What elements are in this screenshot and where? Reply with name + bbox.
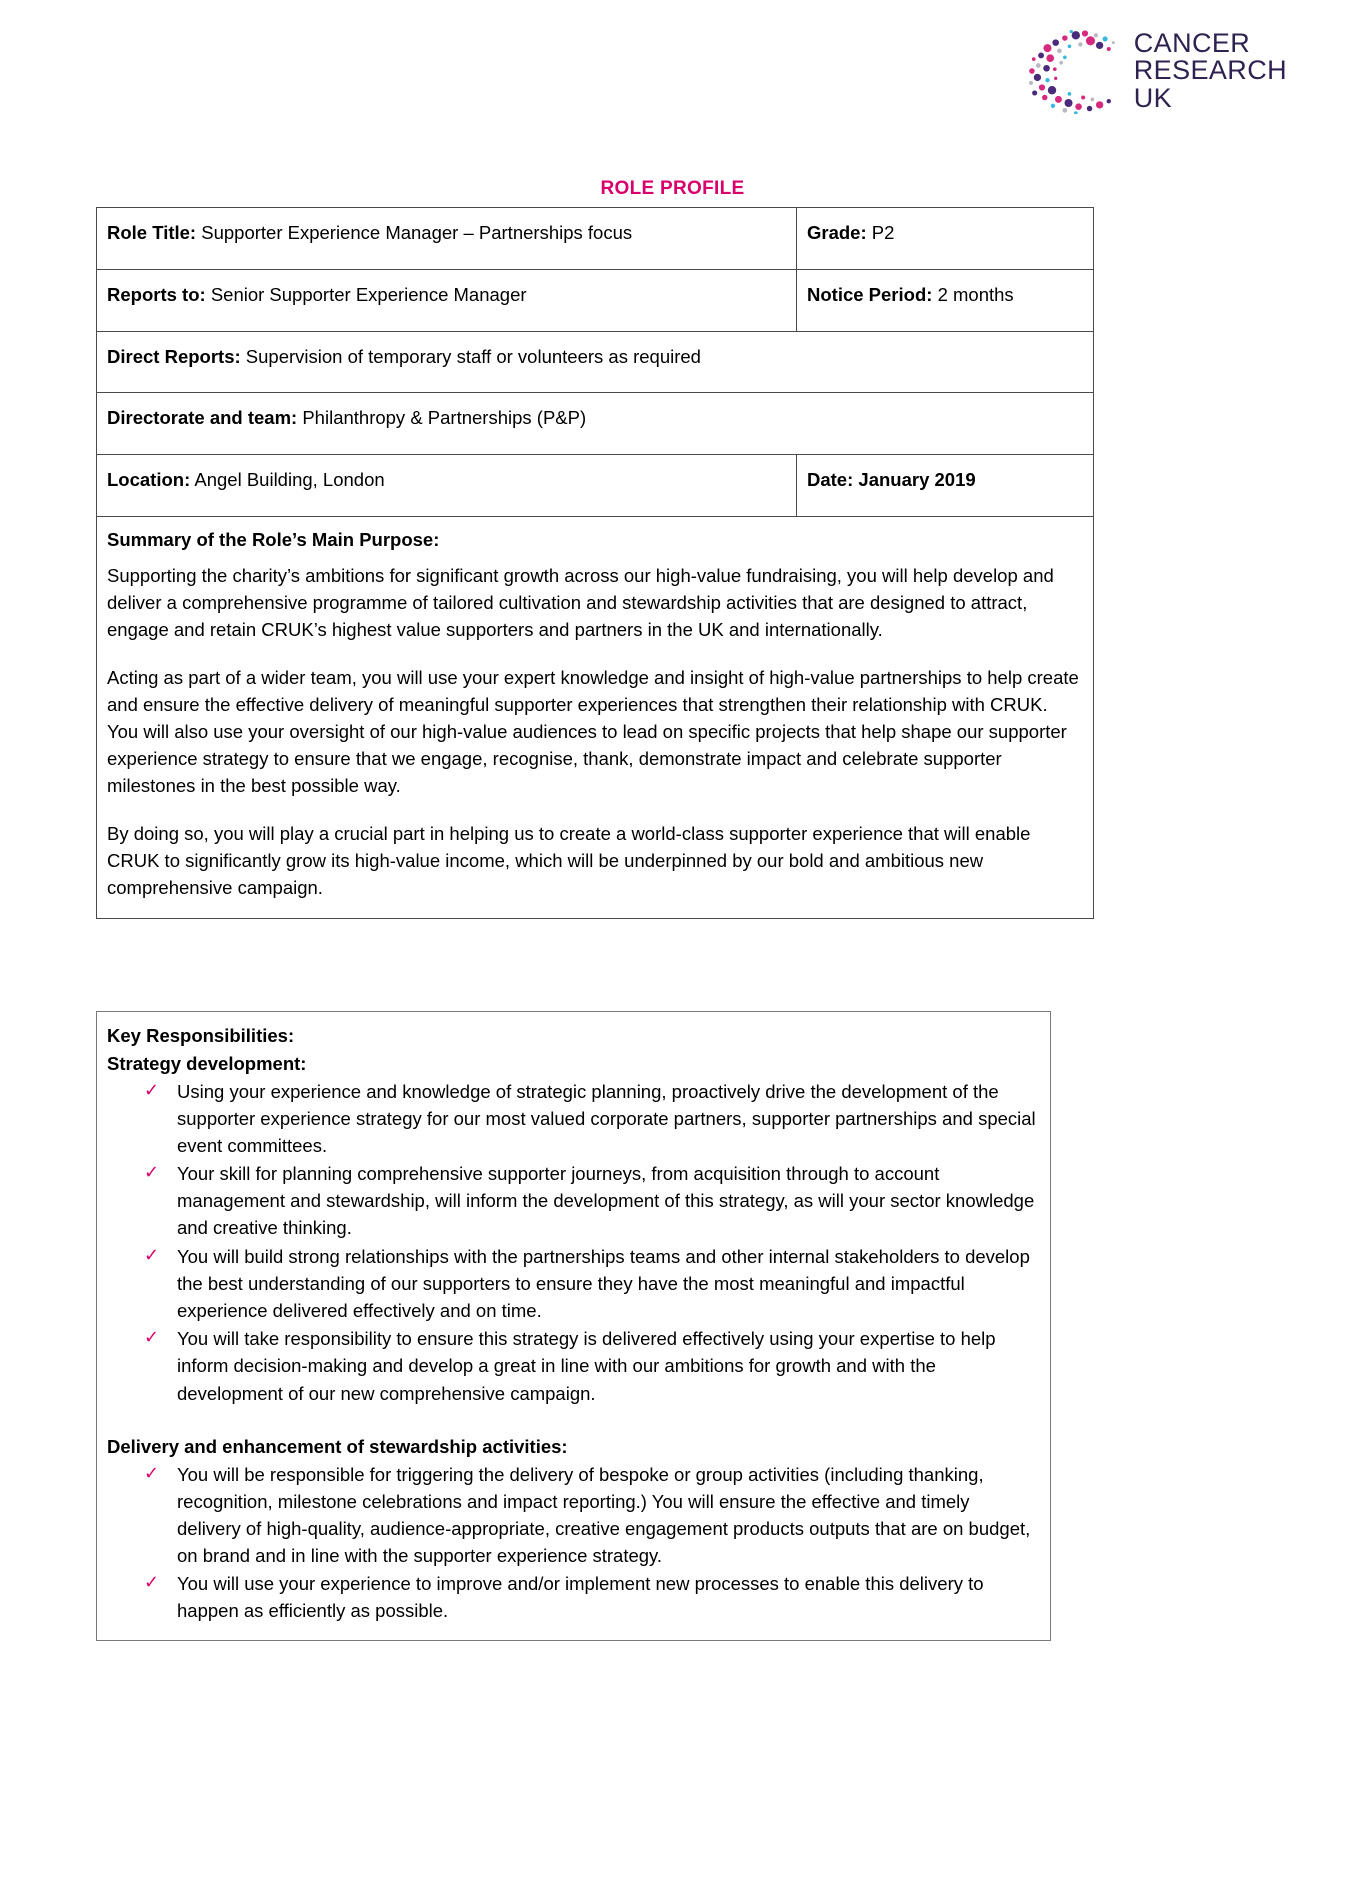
list-item (144, 1160, 1036, 1242)
summary-heading: Summary of the Role’s Main Purpose: (107, 529, 440, 551)
check-icon: ✓ (144, 1244, 160, 1266)
logo-line-2: RESEARCH (1133, 55, 1287, 86)
location-label: Location: (107, 469, 191, 491)
key-responsibilities-box (96, 1011, 1051, 1641)
check-icon: ✓ (144, 1162, 160, 1184)
table-row (97, 393, 1094, 455)
reports-to-value: Senior Supporter Experience Manager (210, 283, 527, 305)
logo-wordmark (1133, 27, 1287, 113)
notice-period-value: 2 months (937, 283, 1014, 305)
role-info-table (96, 207, 1094, 919)
direct-reports-label: Direct Reports: (107, 345, 241, 367)
strategy-development-list (107, 1078, 1036, 1407)
reports-to-cell (97, 269, 797, 331)
grade-label: Grade: (807, 222, 867, 243)
table-row (97, 517, 1094, 919)
notice-period-label: Notice Period: (807, 283, 933, 305)
role-title-cell (97, 208, 797, 270)
page-title: ROLE PROFILE (600, 178, 745, 199)
check-icon: ✓ (144, 1079, 160, 1101)
location-cell (97, 455, 797, 517)
list-item-text: You will use your experience to improve and/or implement new processes to enable this delivery to happen as efficiently as possible. (177, 1573, 984, 1622)
list-item-text: You will be responsible for triggering the delivery of bespoke or group activities (including thanking, recognition, milestone celebrations and impact reporting.) You will ensure the effective and timely delivery of high-quality, audience-appropriate, creative engagement products outputs that are on budget, on brand and in line with the supporter experience strategy. (177, 1463, 1031, 1567)
list-item (144, 1243, 1036, 1325)
grade-cell (797, 208, 1094, 270)
summary-paragraph: By doing so, you will play a crucial part in helping us to create a world-class supporter experience that will enable CRUK to significantly grow its high-value income, which will be underpinned by our bold and ambitious new comprehensive campaign. (107, 823, 1031, 898)
table-row (97, 208, 1094, 270)
cancer-research-uk-logo (1028, 28, 1287, 114)
table-row (97, 455, 1094, 517)
check-icon: ✓ (144, 1572, 160, 1594)
directorate-value: Philanthropy & Partnerships (P&P) (302, 407, 587, 429)
list-item (144, 1078, 1036, 1160)
role-title-value: Supporter Experience Manager – Partnerships focus (201, 222, 633, 243)
directorate-label: Directorate and team: (107, 407, 298, 429)
summary-paragraph: Acting as part of a wider team, you will use your expert knowledge and insight of high-value partnerships to help create and ensure the effective delivery of meaningful supporter experiences that strengthen their relationship with CRUK. You will also use your oversight of our high-value audiences to lead on specific projects that help shape our supporter experience strategy to ensure that we engage, recognise, thank, demonstrate impact and celebrate supporter milestones in the best possible way. (107, 667, 1079, 796)
delivery-enhancement-list (107, 1461, 1036, 1625)
list-item-text: You will build strong relationships with the partnerships teams and other internal stakeholders to develop the best understanding of our supporters to ensure they have the most meaningful and impactful experience delivered effectively and on time. (177, 1245, 1030, 1321)
check-icon: ✓ (144, 1327, 160, 1349)
grade-value: P2 (871, 222, 895, 243)
summary-paragraph: Supporting the charity’s ambitions for significant growth across our high-value fundraising, you will help develop and deliver a comprehensive programme of tailored cultivation and stewardship activities that are designed to attract, engage and retain CRUK’s highest value supporters and partners in the UK and internationally. (107, 564, 1054, 640)
notice-period-cell (797, 269, 1094, 331)
reports-to-label: Reports to: (107, 283, 206, 305)
key-responsibilities-heading: Key Responsibilities: (107, 1025, 295, 1046)
summary-cell (97, 517, 1094, 919)
directorate-cell (97, 393, 1094, 455)
date-cell (797, 455, 1094, 517)
list-item (144, 1461, 1036, 1570)
list-item-text: Your skill for planning comprehensive supporter journeys, from acquisition through to account management and stewardship, will inform the development of this strategy, as will your sector knowledge and creative thinking. (177, 1163, 1035, 1239)
role-title-label: Role Title: (107, 222, 197, 243)
logo-line-3: UK (1133, 82, 1173, 113)
date-label: Date: (807, 469, 854, 491)
list-item-text: You will take responsibility to ensure this strategy is delivered effectively using your expertise to help inform decision-making and develop a great in line with our ambitions for growth and with the development of our new comprehensive campaign. (177, 1328, 996, 1404)
location-value: Angel Building, London (194, 469, 385, 491)
direct-reports-cell (97, 331, 1094, 393)
date-value: January 2019 (858, 469, 976, 491)
delivery-enhancement-subheading: Delivery and enhancement of stewardship activities: (107, 1435, 568, 1457)
table-row (97, 269, 1094, 331)
cruk-dotted-c-icon (1028, 28, 1120, 114)
list-item-text: Using your experience and knowledge of strategic planning, proactively drive the development of the supporter experience strategy for our most valued corporate partners, supporter partnerships and special event committees. (177, 1080, 1036, 1156)
list-item (144, 1570, 1036, 1624)
check-icon: ✓ (144, 1462, 160, 1484)
list-item (144, 1325, 1036, 1407)
logo-line-1: CANCER (1133, 27, 1251, 58)
direct-reports-value: Supervision of temporary staff or volunteers as required (245, 345, 701, 367)
strategy-development-subheading: Strategy development: (107, 1052, 307, 1074)
table-row (97, 331, 1094, 393)
